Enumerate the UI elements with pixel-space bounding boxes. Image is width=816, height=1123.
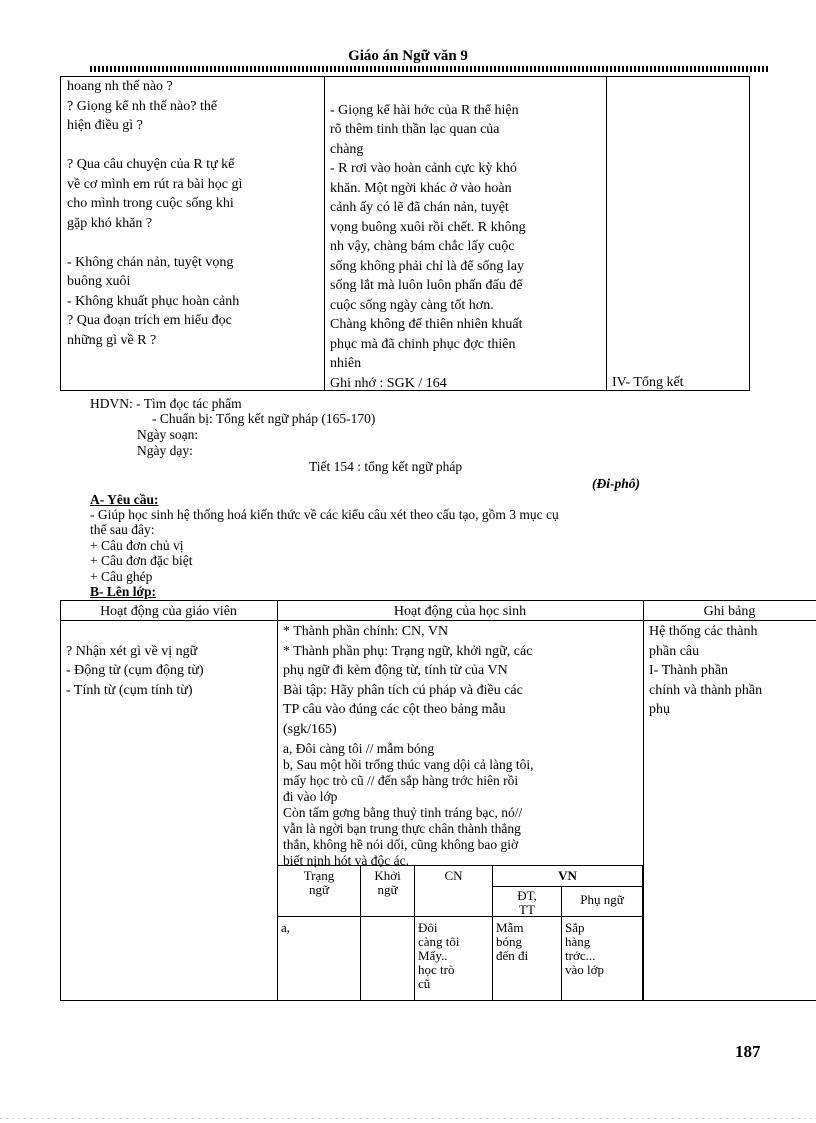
lesson-table-continued (60, 76, 750, 391)
text-line: hàng (565, 934, 591, 949)
ngay-day: Ngày dạy: (137, 443, 193, 458)
text-line: bóng (496, 934, 522, 949)
text-line: - Tính từ (cụm tính từ) (66, 682, 193, 698)
hdvn-line: HDVN: - Tìm đọc tác phẩm (90, 396, 242, 411)
col-vn: VN (558, 868, 577, 883)
text-line: vào lớp (565, 962, 605, 977)
text-line: đến đi (496, 948, 529, 963)
text-line: a, Đôi càng tôi // mẫm bóng (283, 741, 435, 756)
hdvn-prepare: - Chuẩn bị: Tổng kết ngữ pháp (165-170) (152, 411, 376, 426)
section-a-heading (90, 492, 159, 508)
sentence-type-item: + Câu ghép (90, 569, 153, 584)
text-line: chàng (330, 141, 364, 157)
col-trang-ngu (277, 869, 361, 897)
ngay-soan: Ngày soạn: (137, 427, 199, 442)
col-khoi-ngu (360, 869, 415, 897)
text-line: phần câu (649, 643, 700, 659)
table-divider (324, 77, 325, 390)
text-line: ? Qua câu chuyện của R tự kể (67, 157, 235, 172)
student-column (330, 81, 526, 393)
header-student: Hoạt động của học sinh (393, 604, 527, 619)
text-line: Bài tập: Hãy phân tích cú pháp và điều các (283, 682, 523, 698)
board-notes (649, 622, 762, 720)
row-label: a, (281, 920, 291, 935)
text-line: cũ (418, 976, 431, 991)
text-line: cho mình trong cuộc sống khi (67, 196, 234, 211)
text-line: gặp khó khăn ? (67, 215, 153, 231)
text-line: (sgk/165) (283, 721, 337, 737)
text-line: hiện điều gì ? (67, 118, 143, 133)
teacher-activities (66, 622, 204, 700)
inner-row-cell (360, 916, 415, 1001)
page-number: 187 (735, 1042, 761, 1061)
text-line: phụ ngữ đi kèm động từ, tính từ của VN (283, 663, 508, 678)
text-line: chính và thành phần (649, 682, 763, 698)
text-line (330, 81, 526, 101)
text-line (67, 136, 242, 156)
page-footer-dots (0, 1118, 816, 1119)
text-line: phụ (649, 702, 670, 717)
text-line: trớc... (565, 948, 596, 963)
text-line: vọng buông xuôi rồi chết. R không (330, 219, 526, 235)
col-label: ngữ (308, 882, 330, 897)
header-board: Ghi bảng (703, 604, 756, 619)
text-line: thắn, không hề nói dối, cũng không bao giờ (283, 837, 519, 852)
text-line: nhiên (330, 356, 362, 371)
text-line: - R rơi vào hoàn cảnh cực kỳ khó (330, 161, 517, 176)
col-label: ngữ (377, 882, 398, 897)
text-line: cảnh ấy có lẽ đã chán nản, tuyệt (330, 200, 509, 215)
sentence-type-item: + Câu đơn đặc biệt (90, 553, 193, 568)
col-label: ĐT, (517, 888, 537, 903)
example-sentences (283, 741, 533, 869)
text-line: Sắp (565, 920, 585, 935)
col-label: TT (519, 902, 535, 917)
text-line: càng tôi (418, 934, 460, 949)
section-b-label: B- Lên lớp: (90, 584, 156, 599)
student-activities (283, 622, 532, 739)
cn-cell (418, 921, 460, 991)
text-line: học trò (418, 962, 455, 977)
text-line: ? Nhận xét gì về vị ngữ (66, 643, 198, 659)
text-line: I- Thành phần (649, 663, 729, 678)
text-line: ? Giọng kể nh thế nào? thể (67, 98, 218, 114)
sentence-type-item: + Câu đơn chủ vị (90, 538, 184, 553)
col-cn: CN (444, 868, 463, 883)
col-phu-ngu: Phụ ngữ (580, 892, 624, 907)
header-teacher: Hoạt động của giáo viên (100, 604, 237, 619)
text-line: cuộc sống ngày càng tốt hơn. (330, 297, 494, 313)
text-line: - Giọng kể hài hớc của R thể hiện (330, 102, 519, 118)
text-line: Còn tấm gơng bằng thuỷ tinh tráng bạc, nó// (283, 805, 523, 820)
text-line: những gì về R ? (67, 332, 157, 348)
section-b-heading (90, 584, 156, 600)
text-line: đi vào lớp (283, 789, 338, 804)
col-label: Khởi (374, 868, 401, 883)
text-line: mấy học trò cũ // đến sắp hàng trớc hiên rồi (283, 773, 519, 788)
activity-table (60, 600, 816, 1001)
requirement-line: - Giúp học sinh hệ thống hoá kiến thức về các kiểu câu xét theo cấu tạo, gồm 3 mục cụ (90, 507, 559, 522)
lesson-title: Tiết 154 : tổng kết ngữ pháp (309, 459, 463, 474)
dt-cell (496, 921, 528, 963)
table-divider (643, 600, 644, 1001)
text-line: buông xuôi (67, 274, 131, 289)
text-line: - Không chán nản, tuyệt vọng (67, 254, 234, 270)
text-line: phục mà đã chinh phục đợc thiên (330, 336, 516, 352)
col-label: Trạng (303, 868, 335, 883)
text-line: biết nịnh hót và độc ác. (283, 853, 409, 868)
text-line: Đôi (418, 920, 438, 935)
text-line: sống lắt mà luôn luôn phấn đấu để (330, 278, 523, 293)
text-line: Mẫm (496, 920, 524, 935)
text-line: Chàng không để thiên nhiên khuất (330, 317, 523, 332)
phu-ngu-cell (565, 921, 604, 977)
text-line (66, 622, 204, 642)
analysis-table (277, 865, 643, 1001)
text-line: - Không khuất phục hoàn cảnh (67, 293, 240, 309)
section-a-label: A- Yêu cầu: (90, 492, 159, 507)
text-line: nh vậy, chàng bám chắc lấy cuộc (330, 239, 515, 254)
text-line: vẫn là ngời bạn trung thực chân thành thẳng (283, 821, 521, 836)
text-line: khăn. Một ngời khác ở vào hoàn (330, 180, 512, 196)
text-line: về cơ mình em rút ra bài học gì (67, 176, 243, 192)
lesson-author: (Đi-phô) (592, 476, 640, 491)
text-line: * Thành phần phụ: Trạng ngữ, khởi ngữ, các (283, 643, 533, 659)
text-line: Hệ thống các thành (649, 624, 758, 639)
text-line (67, 233, 242, 253)
teacher-column (67, 77, 242, 350)
col-dt-tt (492, 889, 562, 917)
text-line: sống không phải chỉ là để sống lay (330, 258, 525, 274)
text-line: hoang nh thế nào ? (67, 79, 173, 94)
text-line: TP câu vào đúng các cột theo bảng mẫu (283, 702, 506, 717)
text-line: * Thành phần chính: CN, VN (283, 624, 449, 639)
text-line: Mấy.. (418, 948, 448, 963)
text-line: rõ thêm tinh thần lạc quan của (330, 122, 500, 137)
table-divider (606, 77, 607, 390)
requirement-line: thể sau đây: (90, 522, 155, 537)
text-line: b, Sau một hồi trống thúc vang dội cả làng tôi, (283, 757, 534, 772)
page-header-title: Giáo án Ngữ văn 9 (348, 48, 468, 64)
text-line: - Động từ (cụm động từ) (66, 663, 204, 678)
header-divider (90, 66, 768, 72)
text-line: Ghi nhớ : SGK / 164 (330, 375, 447, 391)
board-column: IV- Tổng kết (612, 375, 684, 390)
text-line: ? Qua đoạn trích em hiểu đọc (67, 313, 232, 328)
